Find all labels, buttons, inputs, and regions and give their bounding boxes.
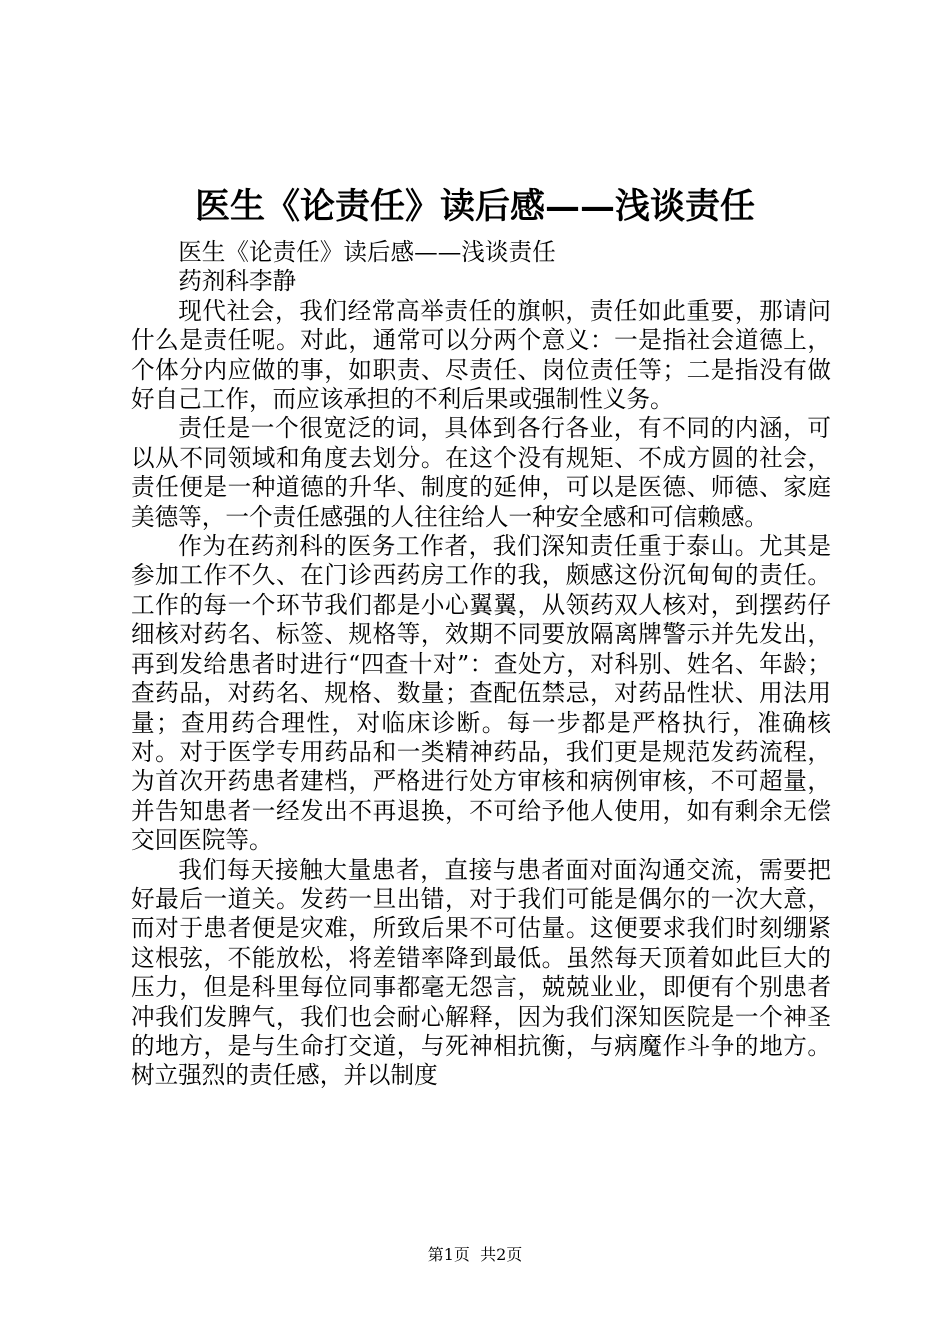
page-footer (0, 1244, 950, 1266)
document-subtitle: 医生《论责任》读后感——浅谈责任 (178, 238, 556, 266)
page-number-total: 共2页 (480, 1245, 523, 1264)
paragraph: 现代社会，我们经常高举责任的旗帜，责任如此重要，那请问什么是责任呢。对此，通常可以分两个意义：一是指社会道德上，个体分内应做的事，如职责、尽责任、岗位责任等；二是指没有做好自己工作，而应该承担的不利后果或强制性义务。 (131, 296, 831, 414)
page-number-current: 第1页 (427, 1245, 470, 1264)
document-body (131, 238, 831, 1091)
document-author: 药剂科李静 (178, 267, 297, 296)
paragraph: 我们每天接触大量患者，直接与患者面对面沟通交流，需要把好最后一道关。发药一旦出错，对于我们可能是偶尔的一次大意，而对于患者便是灾难，所致后果不可估量。这便要求我们时刻绷紧这根弦，不能放松，将差错率降到最低。虽然每天顶着如此巨大的压力，但是科里每位同事都毫无怨言，兢兢业业，即便有个别患者冲我们发脾气，我们也会耐心解释，因为我们深知医院是一个神圣的地方，是与生命打交道，与死神相抗衡，与病魔作斗争的地方。树立强烈的责任感，并以制度 (131, 855, 831, 1090)
document-title: 医生《论责任》读后感——浅谈责任 (194, 186, 755, 227)
paragraph: 作为在药剂科的医务工作者，我们深知责任重于泰山。尤其是参加工作不久、在门诊西药房工作的我，颇感这份沉甸甸的责任。工作的每一个环节我们都是小心翼翼，从领药双人核对，到摆药仔细核对药名、标签、规格等，效期不同要放隔离牌警示并先发出，再到发给患者时进行“四查十对”：查处方，对科别、姓名、年龄；查药品，对药名、规格、数量；查配伍禁忌，对药品性状、用法用量；查用药合理性，对临床诊断。每一步都是严格执行，准确核对。对于医学专用药品和一类精神药品，我们更是规范发药流程，为首次开药患者建档，严格进行处方审核和病例审核，不可超量，并告知患者一经发出不再退换，不可给予他人使用，如有剩余无偿交回医院等。 (131, 532, 831, 855)
paragraph: 责任是一个很宽泛的词，具体到各行各业，有不同的内涵，可以从不同领域和角度去划分。在这个没有规矩、不成方圆的社会，责任便是一种道德的升华、制度的延伸，可以是医德、师德、家庭美德等，一个责任感强的人往往给人一种安全感和可信赖感。 (131, 414, 831, 531)
